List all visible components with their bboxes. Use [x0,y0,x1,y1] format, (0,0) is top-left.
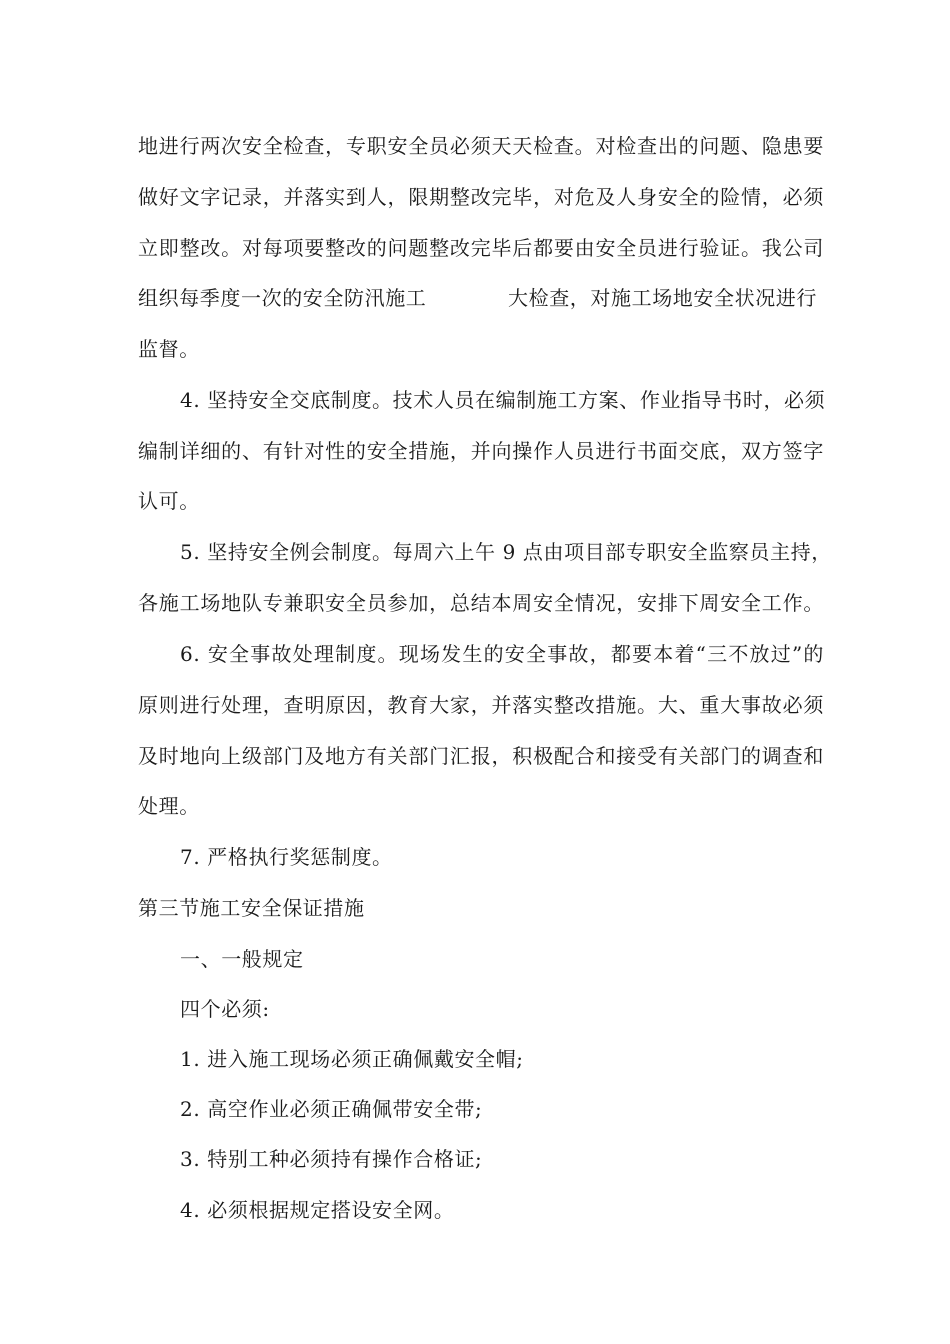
paragraph-line: 认可。 [138,489,200,513]
paragraph-line: 及时地向上级部门及地方有关部门汇报，积极配合和接受有关部门的调查和 [138,744,824,768]
list-item: 4. 必须根据规定搭设安全网。 [180,1198,455,1222]
list-item-heading: 7. 严格执行奖惩制度。 [180,845,393,869]
list-item-heading: 4. 坚持安全交底制度。技术人员在编制施工方案、作业指导书时，必须 [180,388,826,412]
paragraph-line: 处理。 [138,794,200,818]
paragraph-line: 各施工场地队专兼职安全员参加，总结本周安全情况，安排下周安全工作。 [138,591,824,615]
list-item: 1. 进入施工现场必须正确佩戴安全帽; [180,1047,524,1071]
list-item: 3. 特别工种必须持有操作合格证; [180,1147,483,1171]
list-item-heading: 6. 安全事故处理制度。现场发生的安全事故，都要本着“三不放过”的 [180,642,824,666]
paragraph-line: 原则进行处理，查明原因，教育大家，并落实整改措施。大、重大事故必须 [138,693,824,717]
paragraph-line: 编制详细的、有针对性的安全措施，并向操作人员进行书面交底，双方签字 [138,439,824,463]
list-item: 2. 高空作业必须正确佩带安全带; [180,1097,483,1121]
paragraph-line-part-b: 大检查，对施工场地安全状况进行 [508,286,817,310]
subsection-heading: 一、一般规定 [180,947,304,971]
section-heading: 第三节施工安全保证措施 [138,896,365,920]
list-item-heading: 5. 坚持安全例会制度。每周六上午 9 点由项目部专职安全监察员主持， [180,540,832,564]
list-heading: 四个必须: [180,997,270,1021]
paragraph-line: 立即整改。对每项要整改的问题整改完毕后都要由安全员进行验证。我公司 [138,236,824,260]
paragraph-line: 做好文字记录，并落实到人，限期整改完毕，对危及人身安全的险情，必须 [138,185,824,209]
paragraph-line: 地进行两次安全检查，专职安全员必须天天检查。对检查出的问题、隐患要 [138,134,824,158]
paragraph-line-part-a: 组织每季度一次的安全防汛施工 [138,286,427,310]
paragraph-line: 监督。 [138,337,200,361]
